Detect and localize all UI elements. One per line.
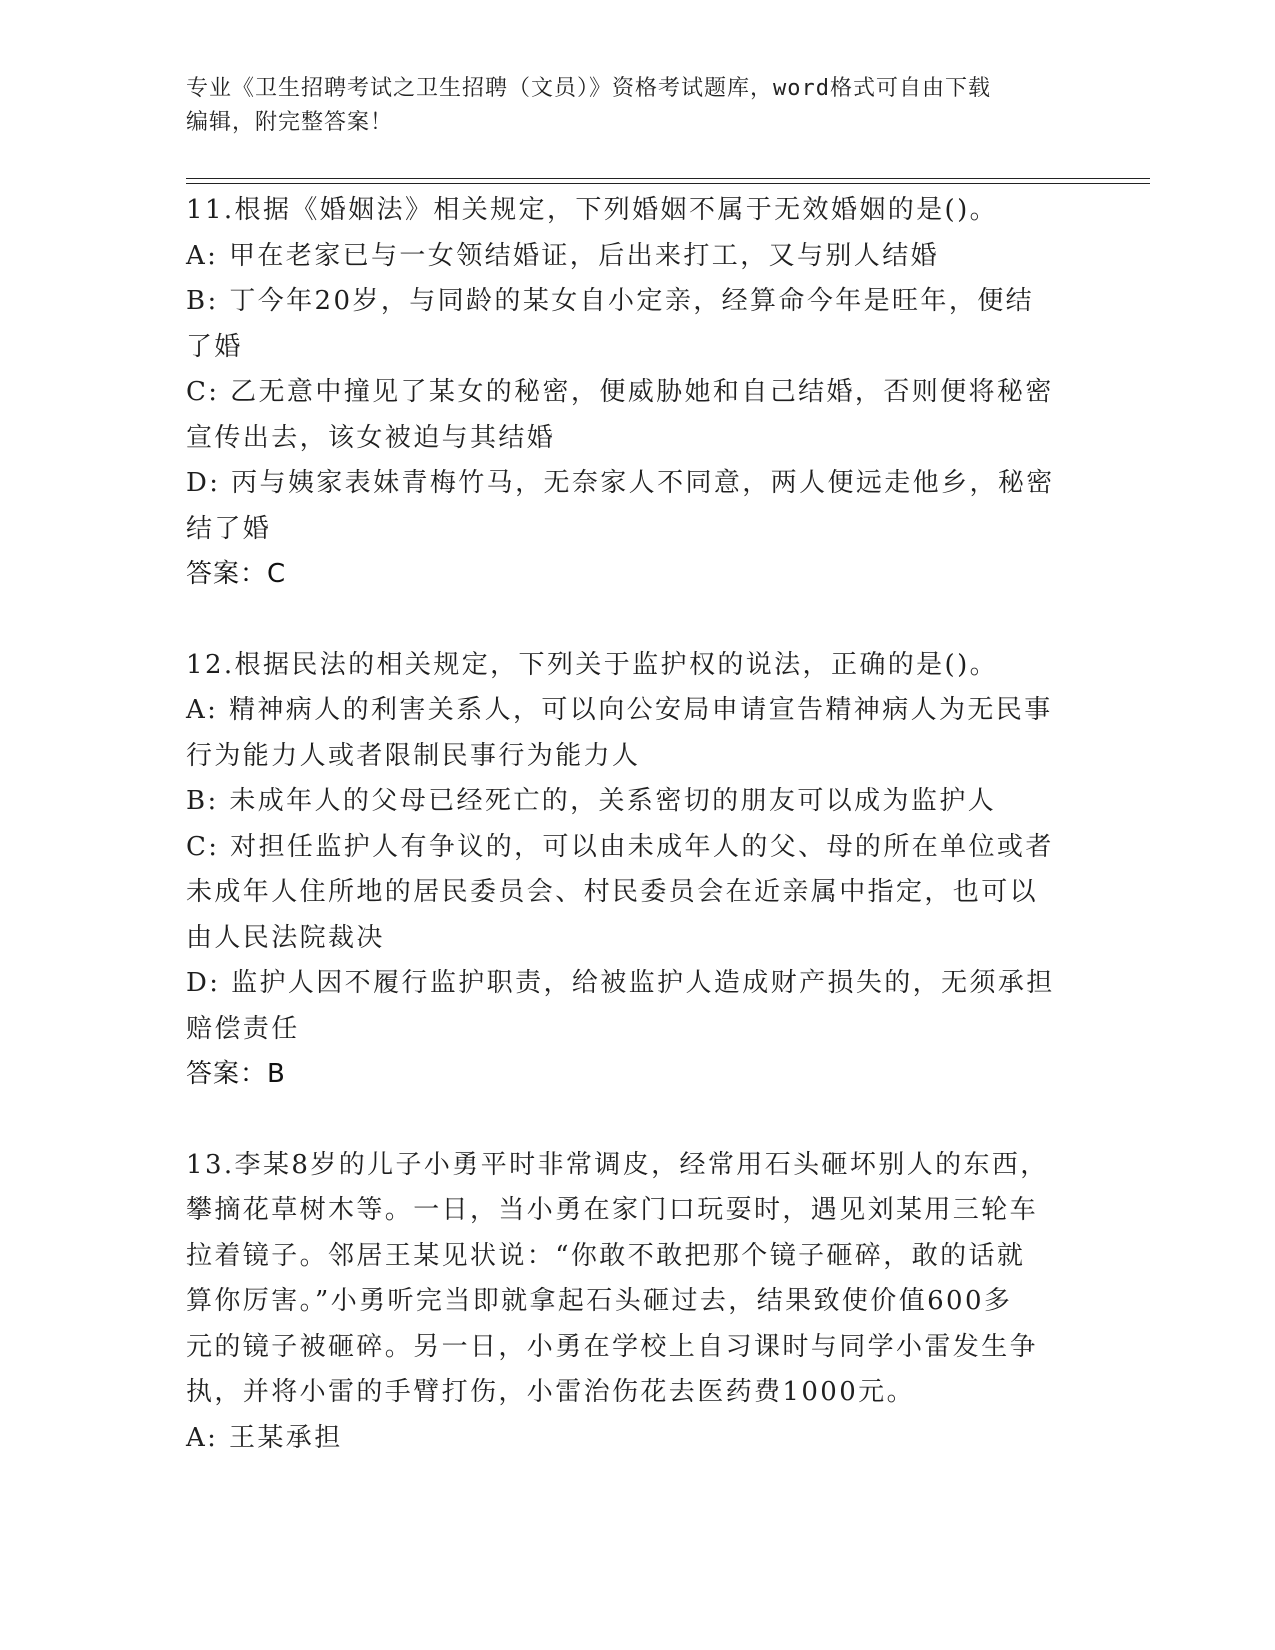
- question-stem: 12.根据民法的相关规定，下列关于监护权的说法，正确的是()。: [186, 649, 999, 680]
- option-d-line-2: 赔偿责任: [186, 1013, 300, 1044]
- option-b: [186, 279, 1066, 370]
- question-11: [186, 188, 1066, 598]
- stem-line-2: 攀摘花草树木等。一日，当小勇在家门口玩耍时，遇见刘某用三轮车: [186, 1195, 1039, 1225]
- question-stem: [186, 1143, 1066, 1416]
- option-c-line-2: 未成年人住所地的居民委员会、村民委员会在近亲属中指定，也可以: [186, 877, 1039, 907]
- option-a-line-1: A: 甲在老家已与一女领结婚证，后出来打工，又与别人结婚: [186, 240, 940, 271]
- header-line-2: 编辑，附完整答案！: [186, 110, 394, 135]
- stem-line-1: 13.李某8岁的儿子小勇平时非常调皮，经常用石头砸坏别人的东西，: [186, 1149, 1049, 1180]
- stem-line-6: 执，并将小雷的手臂打伤，小雷治伤花去医药费1000元。: [186, 1377, 915, 1407]
- option-a: [186, 688, 1066, 779]
- option-a: [186, 234, 1066, 280]
- option-d-line-1: D: 监护人因不履行监护职责，给被监护人造成财产损失的，无须承担: [186, 968, 1055, 998]
- option-d-line-1: D: 丙与姨家表妹青梅竹马，无奈家人不同意，两人便远走他乡，秘密: [186, 468, 1055, 498]
- header-divider-bottom: [186, 183, 1150, 184]
- option-b: [186, 779, 1066, 825]
- option-c-line-1: C: 对担任监护人有争议的，可以由未成年人的父、母的所在单位或者: [186, 831, 1054, 862]
- answer-label: 答案：B: [186, 1059, 286, 1089]
- option-a-line-1: A: 王某承担: [186, 1422, 343, 1453]
- stem-line-4: 算你厉害。”小勇听完当即就拿起石头砸过去，结果致使价值600多: [186, 1286, 1013, 1316]
- option-a-line-2: 行为能力人或者限制民事行为能力人: [186, 740, 641, 771]
- option-d: [186, 961, 1066, 1052]
- header-line-1: 专业《卫生招聘考试之卫生招聘（文员）》资格考试题库，word格式可自由下载: [186, 76, 991, 101]
- question-stem: 11.根据《婚姻法》相关规定，下列婚姻不属于无效婚姻的是()。: [186, 195, 999, 225]
- option-d-line-2: 结了婚: [186, 513, 272, 544]
- document-header: [186, 72, 1066, 140]
- stem-line-3: 拉着镜子。邻居王某见状说：“你敢不敢把那个镜子砸碎，敢的话就: [186, 1240, 1026, 1271]
- answer-label: 答案：C: [186, 559, 287, 589]
- option-b-line-1: B: 未成年人的父母已经死亡的，关系密切的朋友可以成为监护人: [186, 786, 997, 816]
- option-b-line-1: B: 丁今年20岁，与同龄的某女自小定亲，经算命今年是旺年，便结: [186, 286, 1035, 316]
- question-13: [186, 1143, 1066, 1462]
- stem-line-5: 元的镜子被砸碎。另一日，小勇在学校上自习课时与同学小雷发生争: [186, 1331, 1039, 1362]
- question-list: [186, 188, 1066, 1506]
- option-c: [186, 370, 1066, 461]
- option-c: [186, 825, 1066, 962]
- option-a-line-1: A: 精神病人的利害关系人，可以向公安局申请宣告精神病人为无民事: [186, 695, 1053, 725]
- option-c-line-3: 由人民法院裁决: [186, 922, 385, 953]
- option-c-line-2: 宣传出去，该女被迫与其结婚: [186, 422, 556, 453]
- header-divider-top: [186, 178, 1150, 179]
- option-a: [186, 1416, 1066, 1462]
- question-12: [186, 643, 1066, 1098]
- option-b-line-2: 了婚: [186, 331, 243, 362]
- option-c-line-1: C: 乙无意中撞见了某女的秘密，便威胁她和自己结婚，否则便将秘密: [186, 377, 1054, 407]
- option-d: [186, 461, 1066, 552]
